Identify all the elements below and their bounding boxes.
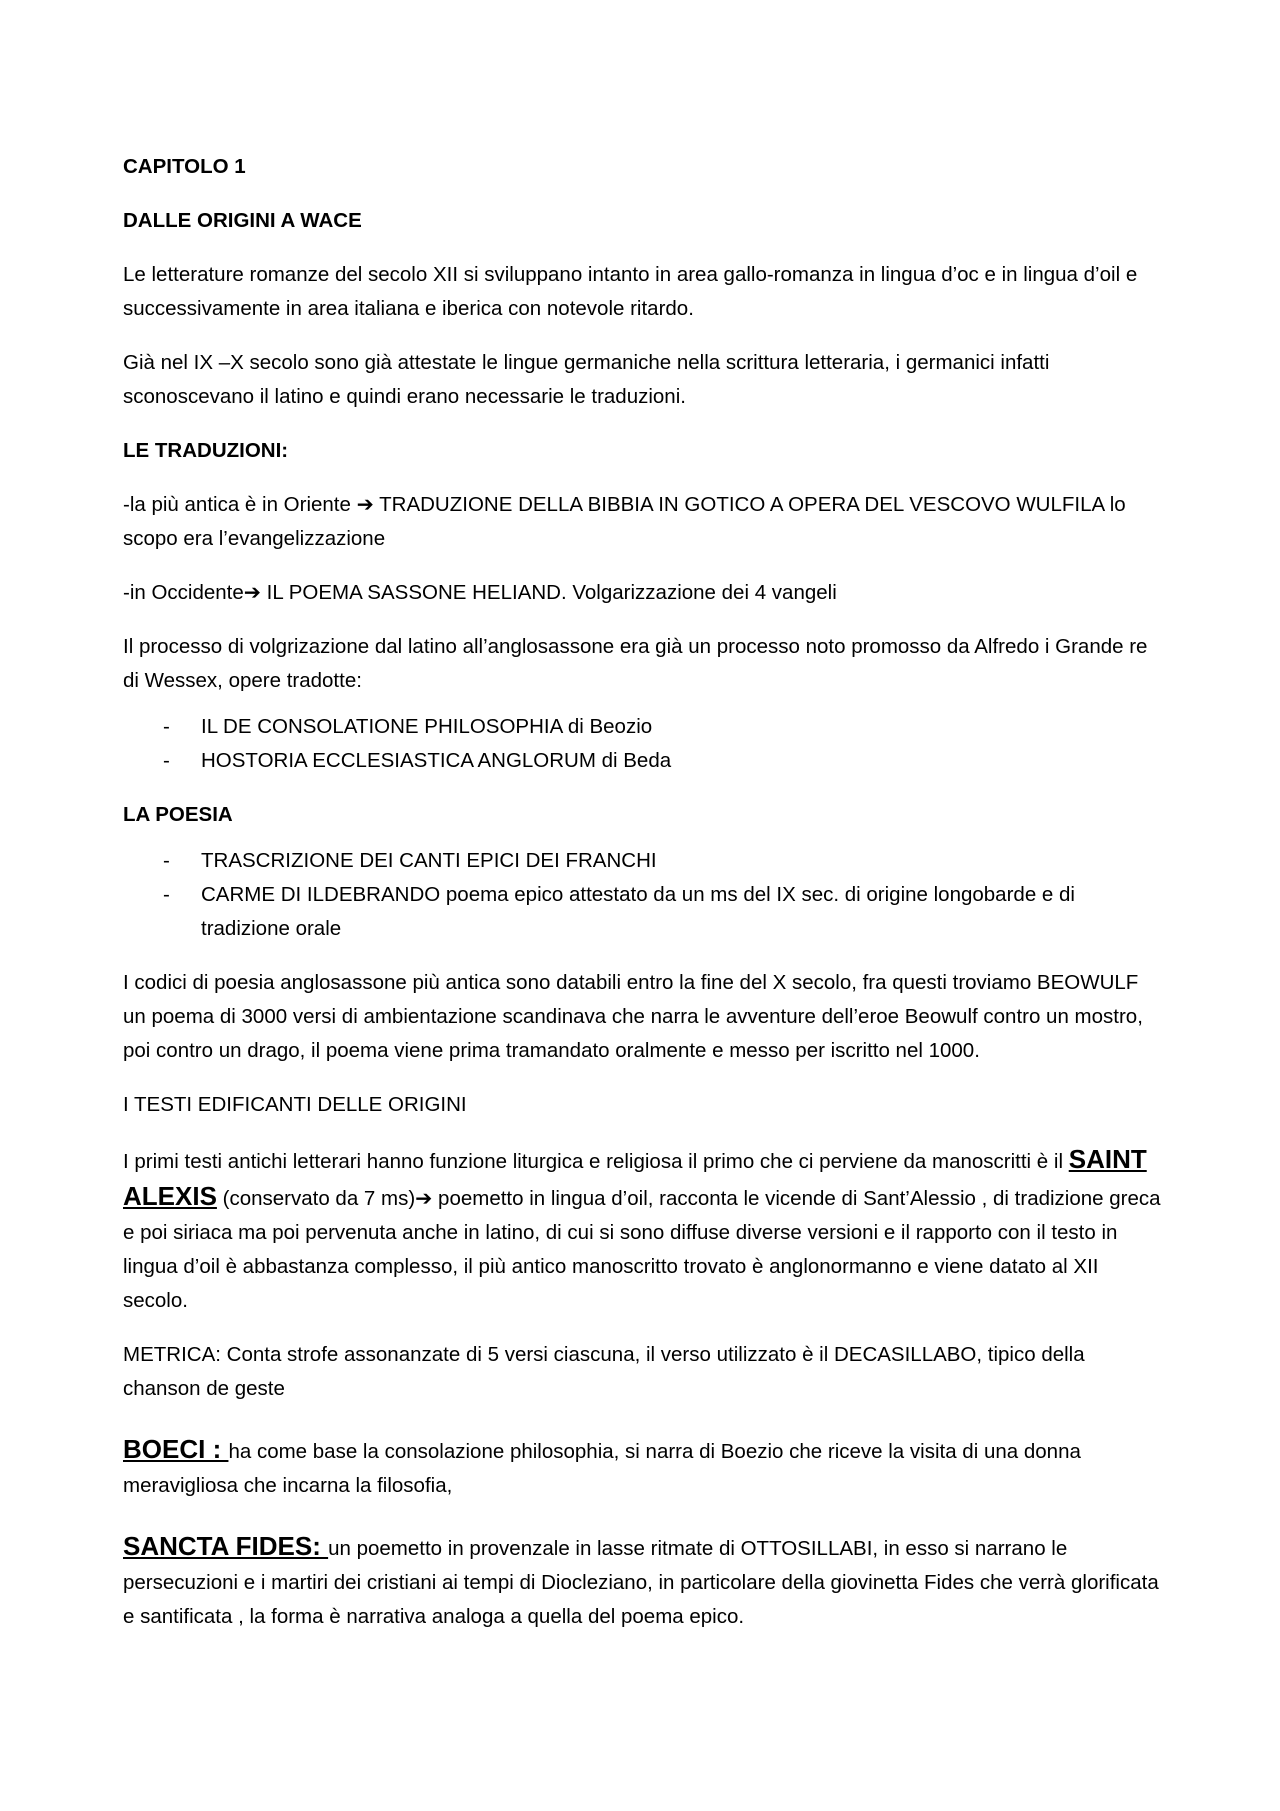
chapter-label: CAPITOLO 1	[123, 155, 246, 178]
dash-bullet: -	[163, 715, 170, 738]
saint-alexis-text: poemetto in lingua d’oil, racconta le vicende di Sant’Alessio , di tradizione greca e poi siriaca ma poi pervenuta anche in latino, di cui si sono diffuse diverse versioni e il rapporto con il testo in lingua d’oil è abbastanza complesso, il più antico manoscritto trovato è anglonormanno e viene datato al XII secolo.	[123, 1187, 1161, 1312]
list-item	[123, 878, 1163, 946]
intro-paragraph-1: Le letterature romanze del secolo XII si sviluppano intanto in area gallo-romanza in lingua d’oc e in lingua d’oil e successivamente in area italiana e iberica con notevole ritardo.	[123, 263, 1138, 320]
poesia-heading: LA POESIA	[123, 803, 233, 826]
traduzioni-heading: LE TRADUZIONI:	[123, 439, 289, 462]
list-item	[123, 844, 1163, 878]
boeci-paragraph	[123, 1432, 1163, 1503]
saint-alexis-paragraph	[123, 1142, 1163, 1318]
occidente-lead: -in Occidente	[123, 581, 244, 604]
saint-alexis-note: (conservato da 7 ms)	[216, 1187, 416, 1210]
intro-paragraph-2: Già nel IX –X secolo sono già attestate le lingue germaniche nella scrittura letteraria, i germanici infatti sconoscevano il latino e quindi erano necessarie le traduzioni.	[123, 351, 1050, 408]
saint-alexis-title: SAINT ALEXIS	[123, 1144, 1147, 1211]
boeci-title: BOECI :	[123, 1434, 229, 1464]
edificanti-heading: I TESTI EDIFICANTI DELLE ORIGINI	[123, 1093, 467, 1116]
processo-paragraph: Il processo di volgrizazione dal latino all’anglosassone era già un processo noto promosso da Alfredo i Grande re di Wessex, opere tradotte:	[123, 635, 1148, 692]
dash-bullet: -	[163, 849, 170, 872]
dash-bullet: -	[163, 883, 170, 906]
arrow-right-icon: ➔	[356, 493, 374, 516]
sancta-fides-paragraph	[123, 1529, 1163, 1634]
occidente-text: IL POEMA SASSONE HELIAND. Volgarizzazione dei 4 vangeli	[260, 581, 837, 604]
document-body	[123, 150, 1163, 1654]
opere-tradotte-list	[123, 710, 1163, 778]
list-item-text: IL DE CONSOLATIONE PHILOSOPHIA di Beozio	[201, 715, 653, 738]
oriente-text: TRADUZIONE DELLA BIBBIA IN GOTICO A OPERA DEL VESCOVO WULFILA lo scopo era l’evangelizzazione	[123, 493, 1126, 550]
arrow-right-icon: ➔	[415, 1187, 433, 1210]
edificanti-intro: I primi testi antichi letterari hanno funzione liturgica e religiosa il primo che ci perviene da manoscritti è il	[123, 1150, 1064, 1173]
list-item-text: TRASCRIZIONE DEI CANTI EPICI DEI FRANCHI	[201, 849, 657, 872]
occidente-paragraph	[123, 576, 1163, 610]
codici-paragraph: I codici di poesia anglosassone più antica sono databili entro la fine del X secolo, fra questi troviamo BEOWULF un poema di 3000 versi di ambientazione scandinava che narra le avventure dell’eroe Beowulf contro un mostro, poi contro un drago, il poema viene prima tramandato oralmente e messo per iscritto nel 1000.	[123, 971, 1143, 1062]
poesia-list	[123, 844, 1163, 946]
sancta-fides-title: SANCTA FIDES:	[123, 1531, 329, 1561]
oriente-paragraph	[123, 488, 1163, 556]
sancta-fides-text: un poemetto in provenzale in lasse ritmate di OTTOSILLABI, in esso si narrano le persecuzioni e i martiri dei cristiani ai tempi di Diocleziano, in particolare della giovinetta Fides che verrà glorificata e santificata , la forma è narrativa analoga a quella del poema epico.	[123, 1537, 1159, 1628]
list-item	[123, 744, 1163, 778]
metrica-paragraph: METRICA: Conta strofe assonanzate di 5 versi ciascuna, il verso utilizzato è il DECASILLABO, tipico della chanson de geste	[123, 1343, 1085, 1400]
oriente-lead: -la più antica è in Oriente	[123, 493, 357, 516]
boeci-text: ha come base la consolazione philosophia, si narra di Boezio che riceve la visita di una donna meravigliosa che incarna la filosofia,	[123, 1440, 1081, 1497]
dash-bullet: -	[163, 749, 170, 772]
list-item-text: HOSTORIA ECCLESIASTICA ANGLORUM di Beda	[201, 749, 672, 772]
list-item-text: CARME DI ILDEBRANDO poema epico attestato da un ms del IX sec. di origine longobarde e di tradizione orale	[201, 883, 1075, 940]
arrow-right-icon: ➔	[243, 581, 261, 604]
list-item	[123, 710, 1163, 744]
chapter-title: DALLE ORIGINI A WACE	[123, 209, 362, 232]
